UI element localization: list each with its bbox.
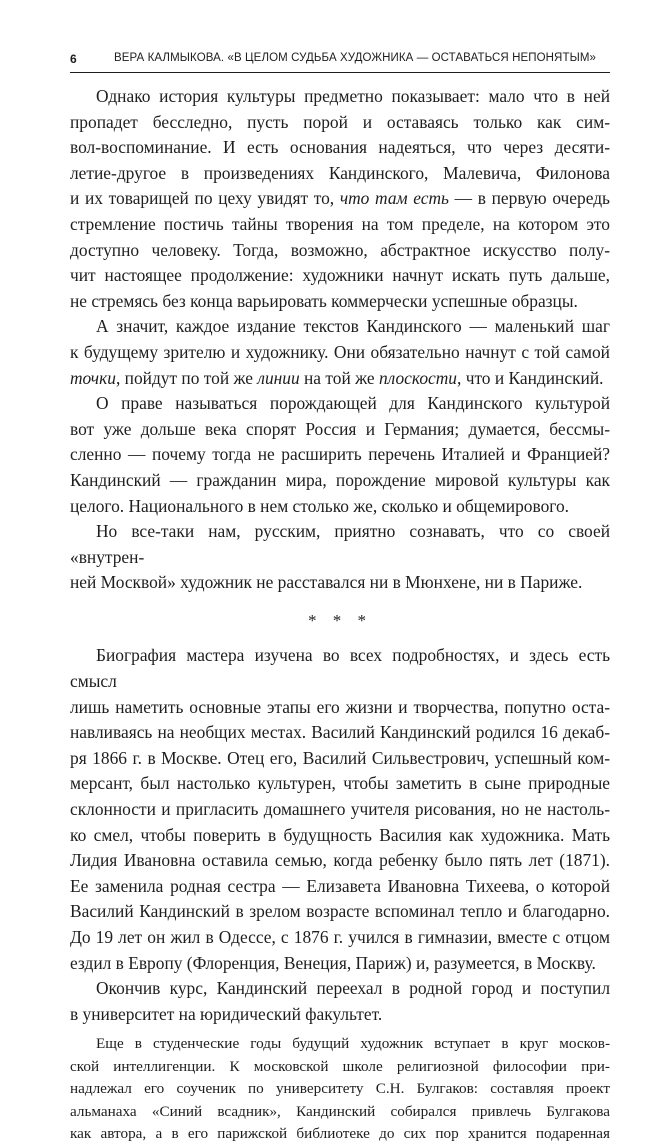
text-line: чит настоящее продолжение: художники начнут искать путь дальше, bbox=[70, 265, 610, 286]
body-paragraph-4 bbox=[70, 519, 610, 596]
text-line: Кандинский — гражданин мира, порождение мировой культуры как bbox=[70, 469, 610, 490]
bio-paragraph-1 bbox=[70, 643, 610, 976]
text-line: Лидия Ивановна оставила семью, когда ребенку было пять лет (1871). bbox=[70, 850, 610, 871]
text-line: Окончив курс, Кандинский переехал в родной город и поступил bbox=[96, 978, 610, 999]
text-line: Биография мастера изучена во всех подробностях, и здесь есть смысл bbox=[70, 645, 610, 692]
text-line: До 19 лет он жил в Одессе, с 1876 г. учился в гимназии, вместе с отцом bbox=[70, 927, 610, 947]
text-line: пропадет бесследно, пусть порой и оставаясь только как сим- bbox=[70, 111, 610, 132]
body-paragraph-1 bbox=[70, 84, 610, 314]
text-line: Еще в студенческие годы будущий художник вступает в круг москов- bbox=[96, 1035, 610, 1053]
text-line: О праве называться порождающей для Кандинского культурой bbox=[96, 393, 610, 414]
text-line: навливаясь на необщих местах. Василий Кандинский родился 16 декаб- bbox=[70, 722, 610, 743]
body-paragraph-2 bbox=[70, 314, 610, 391]
text-block-2 bbox=[70, 643, 610, 1027]
text-line: Василий Кандинский в зрелом возрасте вспоминал тепло и благодарно. bbox=[70, 901, 610, 922]
main-text bbox=[70, 84, 610, 1145]
text-line: в университет на юридический факультет. bbox=[70, 1003, 383, 1024]
text-line: целого. Национального в нем столько же, сколько и общемирового. bbox=[70, 495, 570, 516]
text-line: Но все-таки нам, русским, приятно сознавать, что со своей «внутрен- bbox=[70, 521, 610, 567]
text-line: ней Москвой» художник не расставался ни в Мюнхене, ни в Париже. bbox=[70, 572, 583, 593]
text-line: ской интеллигенции. К московской школе религиозной философии при- bbox=[70, 1057, 610, 1075]
text-line: и их товарищей по цеху увидят то, что там есть — в первую очередь bbox=[70, 188, 610, 209]
text-line: Ее заменила родная сестра — Елизавета Ивановна Тихеева, о которой bbox=[70, 875, 610, 896]
text-line: А значит, каждое издание текстов Кандинского — маленький шаг bbox=[96, 316, 610, 337]
running-header bbox=[70, 52, 610, 70]
header-rule bbox=[70, 72, 610, 73]
page-number: 6 bbox=[70, 52, 77, 66]
text-line: вол-воспоминание. И есть основания надеяться, что через десяти- bbox=[70, 137, 610, 158]
text-line: не стремясь без конца варьировать коммерчески успешные образцы. bbox=[70, 290, 578, 311]
small-print-paragraph bbox=[70, 1033, 610, 1145]
text-block-1 bbox=[70, 84, 610, 596]
bio-paragraph-2 bbox=[70, 976, 610, 1027]
text-line: стремление постичь тайны творения на том пределе, на котором это bbox=[70, 213, 610, 234]
text-line: склонности и пригласить домашнего учителя рисования, но не настоль- bbox=[70, 799, 610, 820]
text-line: сленно — почему тогда не расширить перечень Италией и Францией? bbox=[70, 444, 610, 465]
text-line: доступно человеку. Тогда, возможно, абстрактное искусство полу- bbox=[70, 239, 610, 260]
text-line: лишь наметить основные этапы его жизни и творчества, попутно оста- bbox=[70, 696, 610, 717]
section-separator: * * * bbox=[308, 610, 372, 630]
running-title: ВЕРА КАЛМЫКОВА. «В ЦЕЛОМ СУДЬБА ХУДОЖНИКА — ОСТАВАТЬСЯ НЕПОНЯТЫМ» bbox=[114, 52, 597, 64]
text-line: точки, пойдут по той же линии на той же плоскости, что и Кандинский. bbox=[70, 367, 604, 388]
text-line: надлежал его соученик по университету С.Н. Булгаков: составляя проект bbox=[70, 1080, 610, 1098]
text-line: как автора, а в его парижской библиотеке до сих пор хранится подаренная bbox=[70, 1125, 610, 1142]
text-line: летие-другое в произведениях Кандинского, Малевича, Филонова bbox=[70, 162, 610, 183]
text-line: ко смел, чтобы поверить в будущность Василия как художника. Мать bbox=[70, 824, 610, 845]
text-line: ря 1866 г. в Москве. Отец его, Василий Сильвестрович, успешный ком- bbox=[70, 747, 610, 768]
text-line: вот уже дольше века спорят Россия и Германия; думается, бессмы- bbox=[70, 418, 610, 439]
text-line: ездил в Европу (Флоренция, Венеция, Париж) и, разумеется, в Москву. bbox=[70, 952, 596, 973]
text-line: мерсант, был настолько культурен, чтобы заметить в сыне природные bbox=[70, 773, 610, 794]
text-line: альманаха «Синий всадник», Кандинский собирался привлечь Булгакова bbox=[70, 1102, 610, 1120]
text-line: к будущему зрителю и художнику. Они обязательно начнут с той самой bbox=[70, 341, 610, 362]
text-line: Однако история культуры предметно показывает: мало что в ней bbox=[96, 86, 610, 106]
small-print-block bbox=[70, 1033, 610, 1145]
body-paragraph-3 bbox=[70, 391, 610, 519]
